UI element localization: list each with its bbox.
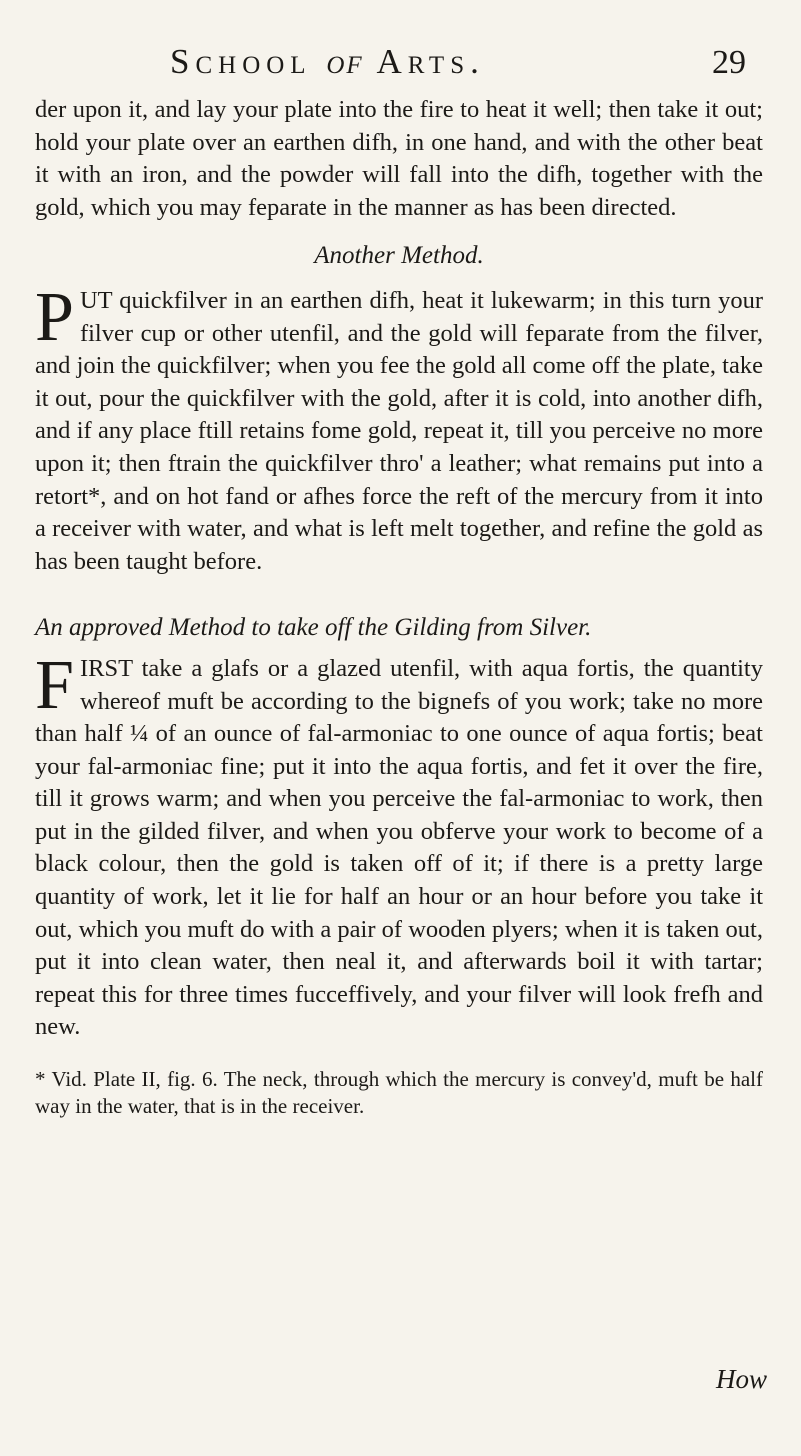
title-part2: Arts. (376, 42, 485, 81)
running-header (0, 42, 801, 92)
footnote: * Vid. Plate II, fig. 6. The neck, through which the mercury is convey'd, muft be half way in the water, that is in the receiver. (35, 1067, 763, 1119)
paragraph-continued: der upon it, and lay your plate into the fire to heat it well; then take it out; hold your plate over an earthen difh, in one hand, and with the other beat it with an iron, and the powder will fall into the difh, together with the gold, which you may feparate in the manner as has been directed. (35, 96, 763, 221)
paragraph-gilding: FIRST take a glafs or a glazed utenfil, with aqua fortis, the quantity whereof muft be according to the bignefs of you work; take no more than half ¼ of an ounce of fal-armoniac to one ounce of aqua fortis; beat your fal-armoniac fine; put it into the aqua fortis, and fet it over the fire, till it grows warm; and when you perceive the fal-armoniac to work, then put in the gilded filver, and when you obferve your work to become of a black colour, then the gold is taken off of it; if there is a pretty large quantity of work, let it lie for half an hour or an hour before you take it out, which you muft do with a pair of wooden plyers; when it is taken out, put it into clean water, then neal it, and afterwards boil it with tartar; repeat this for three times fucceffively, and your filver will look frefh and new. (35, 646, 763, 1041)
paragraph-another-method: PUT quickfilver in an earthen difh, heat it lukewarm; in this turn your filver cup or other utenfil, and the gold will feparate from the filver, and join the quickfilver; when you fee the gold all come off the plate, take it out, pour the quickfilver with the gold, after it is cold, into another difh, and if any place ftill retains fome gold, repeat it, till you perceive no more upon it; then ftrain the quickfilver thro' a leather; what remains put into a retort*, and on hot fand or afhes force the reft of the mercury from it into a receiver with water, and what is left melt together, and refine the gold as has been taught before. (35, 278, 763, 575)
page-number: 29 (712, 44, 746, 81)
title-part1: School (170, 42, 312, 81)
section-heading-another-method: Another Method. (314, 242, 484, 270)
running-title (170, 42, 485, 82)
catchword: How (716, 1364, 768, 1394)
body-text (35, 94, 763, 1120)
title-of: of (326, 42, 364, 81)
section-heading-gilding: An approved Method to take off the Gilding from Silver. (35, 614, 592, 642)
